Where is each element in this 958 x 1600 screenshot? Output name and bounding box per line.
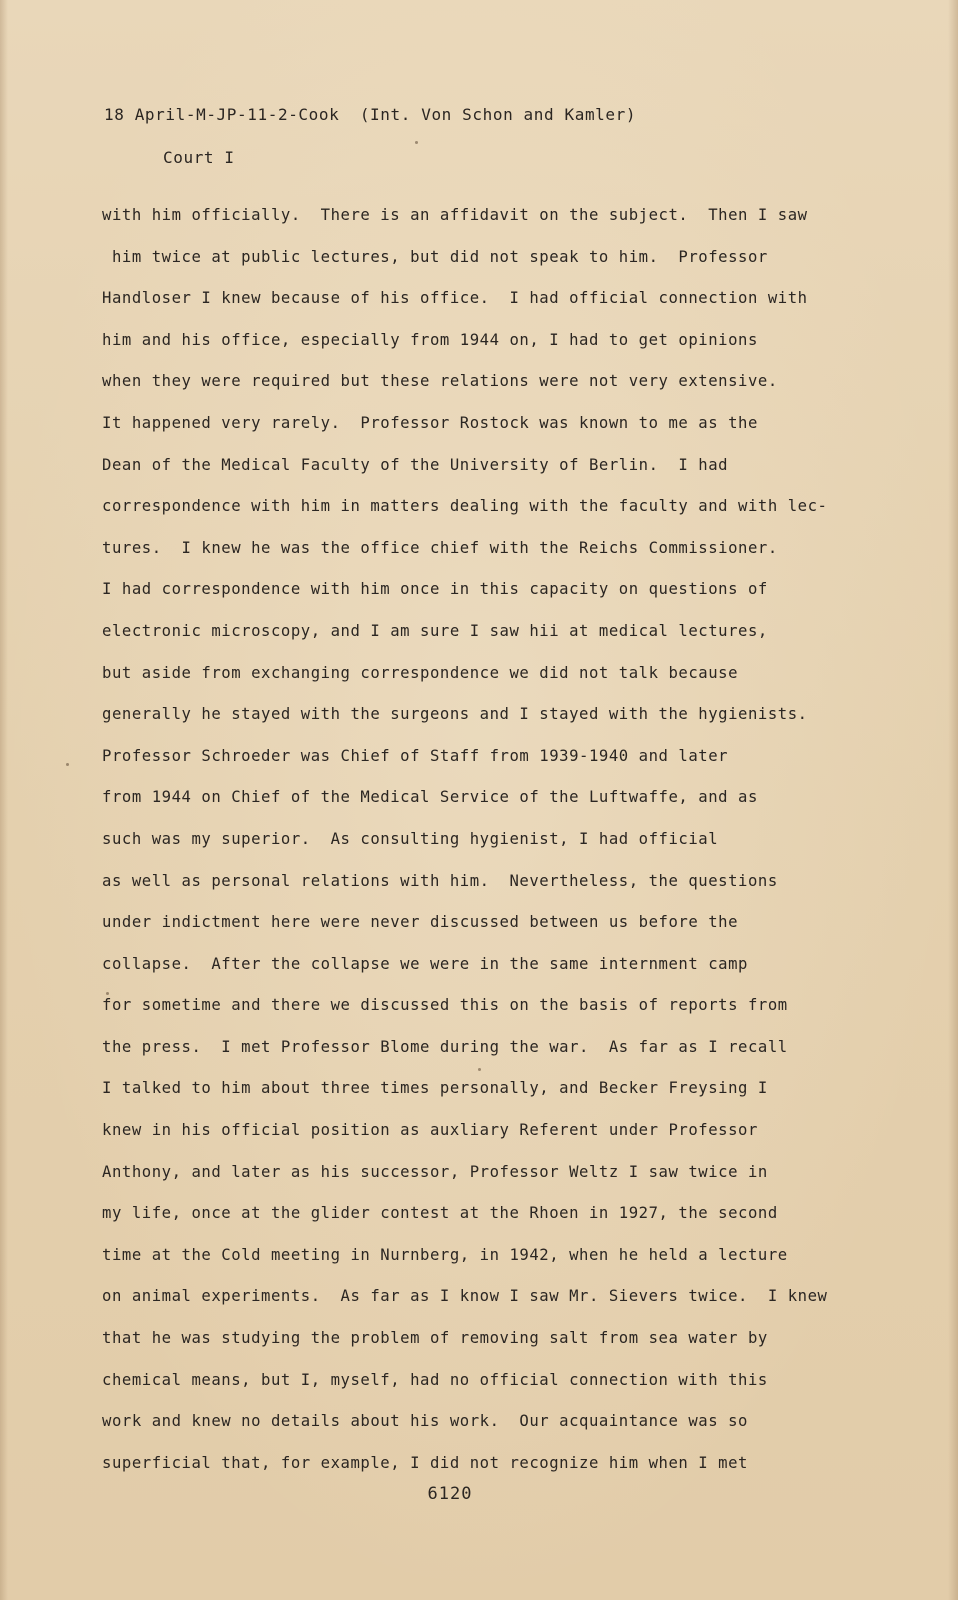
- text-line: my life, once at the glider contest at the Rhoen in 1927, the second: [102, 1204, 778, 1223]
- ink-speck: [106, 992, 109, 995]
- text-line: superficial that, for example, I did not recognize him when I met: [102, 1453, 748, 1472]
- text-line: Professor Schroeder was Chief of Staff from 1939-1940 and later: [102, 746, 729, 765]
- court-label: Court I: [163, 148, 235, 167]
- ink-speck: [66, 763, 69, 766]
- text-line: from 1944 on Chief of the Medical Service of the Luftwaffe, and as: [102, 788, 758, 807]
- text-line: time at the Cold meeting in Nurnberg, in 1942, when he held a lecture: [102, 1245, 788, 1264]
- text-line: that he was studying the problem of removing salt from sea water by: [102, 1329, 768, 1348]
- text-line: such was my superior. As consulting hygienist, I had official: [102, 829, 719, 848]
- page-number: 6120: [427, 1484, 473, 1504]
- text-line: but aside from exchanging correspondence we did not talk because: [102, 663, 739, 682]
- text-line: I talked to him about three times personally, and Becker Freysing I: [102, 1079, 768, 1098]
- text-line: knew in his official position as auxliary Referent under Professor: [102, 1121, 758, 1140]
- text-line: tures. I knew he was the office chief with the Reichs Commissioner.: [102, 538, 778, 557]
- text-line: the press. I met Professor Blome during the war. As far as I recall: [102, 1037, 788, 1056]
- text-line: Handloser I knew because of his office. I had official connection with: [102, 289, 808, 308]
- ink-speck: [415, 141, 418, 144]
- text-line: him and his office, especially from 1944 on, I had to get opinions: [102, 330, 758, 349]
- text-line: generally he stayed with the surgeons and I stayed with the hygienists.: [102, 705, 808, 724]
- text-line: for sometime and there we discussed this on the basis of reports from: [102, 996, 788, 1015]
- text-line: It happened very rarely. Professor Rostock was known to me as the: [102, 413, 758, 432]
- text-line: Dean of the Medical Faculty of the University of Berlin. I had: [102, 455, 729, 474]
- text-line: on animal experiments. As far as I know I saw Mr. Sievers twice. I knew: [102, 1287, 828, 1306]
- document-header: 18 April-M-JP-11-2-Cook (Int. Von Schon and Kamler): [104, 105, 637, 124]
- text-line: chemical means, but I, myself, had no official connection with this: [102, 1370, 768, 1389]
- text-line: him twice at public lectures, but did not speak to him. Professor: [102, 247, 768, 266]
- text-line: with him officially. There is an affidavit on the subject. Then I saw: [102, 206, 808, 224]
- ink-speck: [478, 1068, 481, 1071]
- text-line: when they were required but these relations were not very extensive.: [102, 372, 778, 391]
- text-line: correspondence with him in matters dealing with the faculty and with lec-: [102, 497, 828, 516]
- text-line: as well as personal relations with him. Nevertheless, the questions: [102, 871, 778, 890]
- text-line: collapse. After the collapse we were in the same internment camp: [102, 954, 748, 973]
- text-line: I had correspondence with him once in this capacity on questions of: [102, 580, 768, 599]
- text-line: electronic microscopy, and I am sure I saw hii at medical lectures,: [102, 621, 768, 640]
- text-line: work and knew no details about his work. Our acquaintance was so: [102, 1412, 748, 1431]
- text-line: Anthony, and later as his successor, Professor Weltz I saw twice in: [102, 1162, 768, 1181]
- text-line: under indictment here were never discussed between us before the: [102, 913, 739, 932]
- transcript-body: [102, 203, 862, 1492]
